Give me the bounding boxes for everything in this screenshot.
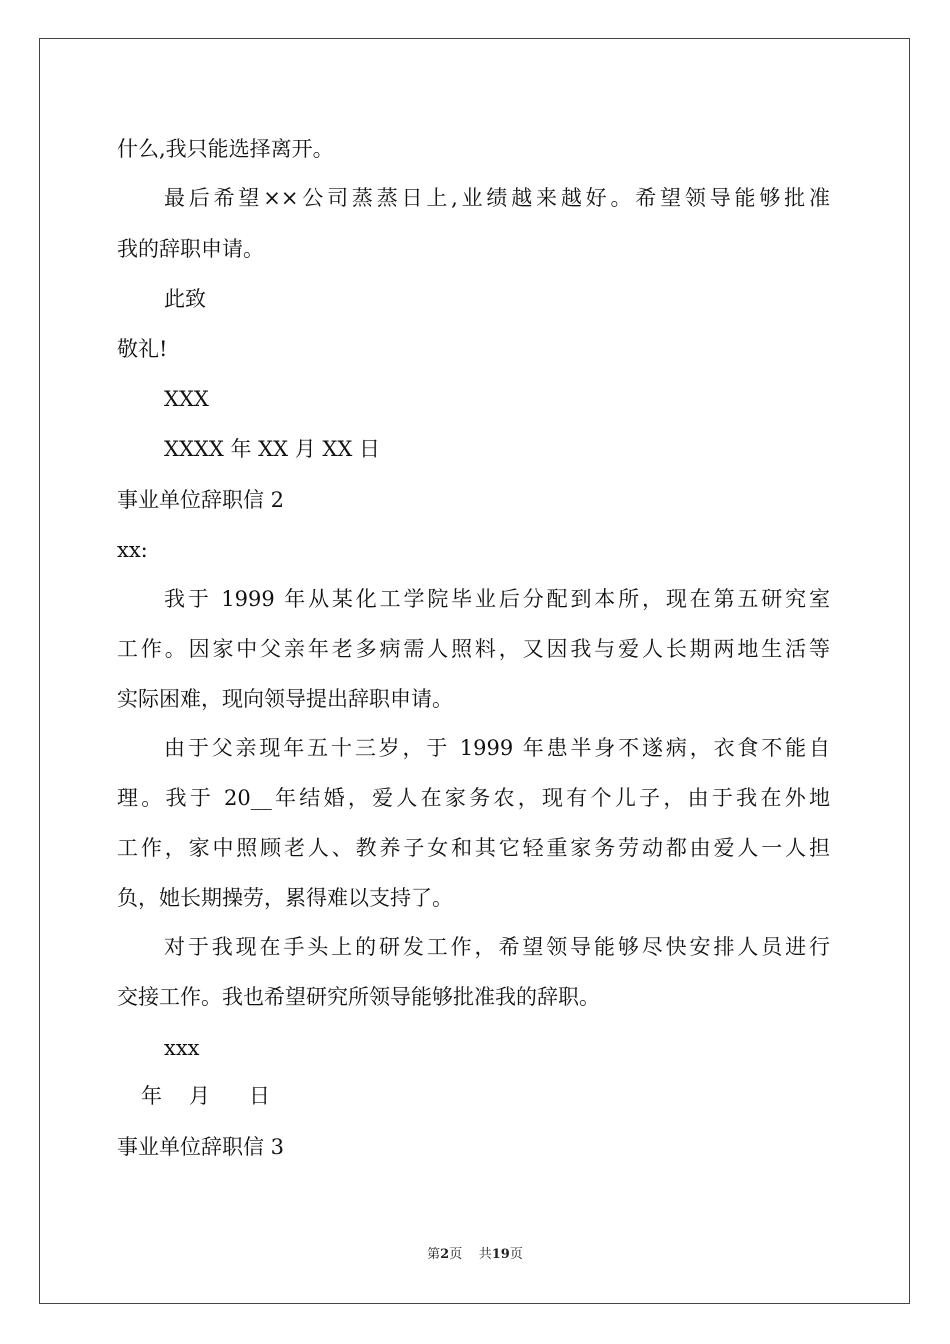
page-suffix: 页 [449,1247,463,1262]
salutation-text: 敬礼! [117,337,168,361]
date-year-label: 年 [141,1084,162,1108]
signature-date: XXXX 年 XX 月 XX 日 [164,437,380,461]
paragraph-line: 负，她长期操劳，累得难以支持了。 [117,886,453,910]
closing-paragraph-line: 我的辞职申请。 [117,237,264,261]
total-prefix: 共 [478,1247,492,1262]
signature-name: XXX [164,387,209,411]
paragraph-line: 理。我于 20__年结婚，爱人在家务农，现有个儿子，由于我在外地 [117,786,830,810]
section-heading: 事业单位辞职信 2 [117,488,285,512]
date-month-label: 月 [189,1084,210,1108]
letter-recipient: xx: [117,538,148,562]
total-suffix: 页 [509,1247,523,1262]
section-heading: 事业单位辞职信 3 [117,1135,285,1159]
salutation-text: 此致 [164,287,206,311]
page-prefix: 第 [427,1247,441,1262]
current-page-number: 2 [440,1247,450,1262]
page-footer [0,1245,950,1265]
paragraph-line: 实际困难，现向领导提出辞职申请。 [117,687,453,711]
signature-name: xxx [164,1036,200,1060]
paragraph-line: 对于我现在手头上的研发工作，希望领导能够尽快安排人员进行 [164,935,830,959]
paragraph-line: 工作。因家中父亲年老多病需人照料，又因我与爱人长期两地生活等 [117,637,830,661]
closing-paragraph-line: 最后希望××公司蒸蒸日上,业绩越来越好。希望领导能够批准 [164,186,830,210]
paragraph-line: 交接工作。我也希望研究所领导能够批准我的辞职。 [117,985,600,1009]
page-border [39,38,910,1304]
paragraph-line: 我于 1999 年从某化工学院毕业后分配到本所，现在第五研究室 [164,587,830,611]
total-page-count: 19 [491,1247,510,1262]
body-text-line: 什么,我只能选择离开。 [117,137,334,161]
paragraph-line: 工作，家中照顾老人、教养子女和其它轻重家务劳动都由爱人一人担 [117,836,830,860]
date-day-label: 日 [249,1084,270,1108]
paragraph-line: 由于父亲现年五十三岁，于 1999 年患半身不遂病，衣食不能自 [164,736,830,760]
